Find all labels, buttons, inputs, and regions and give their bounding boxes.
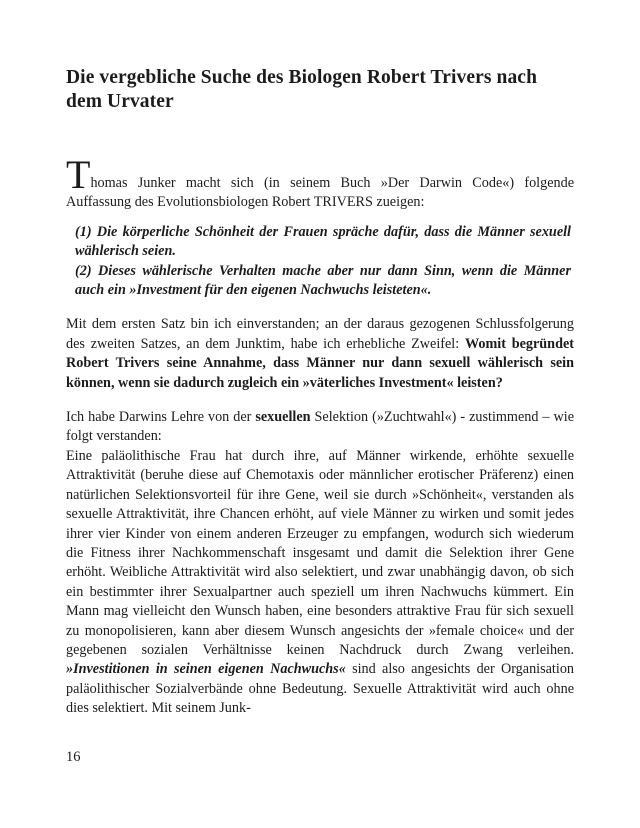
paragraph-2-text: Mit dem ersten Satz bin ich einverstanden; an der daraus gezogenen Schlussfolgerung des zweiten Satzes, an dem Junktim, habe ich erhebliche Zweifel: [66, 316, 574, 352]
paragraph-4-bolditalic: »Investitionen in seinen eigenen Nachwuchs« [66, 661, 346, 678]
page-body [66, 66, 574, 719]
page-number: 16 [66, 749, 81, 765]
paragraph-4-a: Eine paläolithische Frau hat durch ihre, auf Männer wirkende, erhöhte sexuelle Attraktivität (beruhe diese auf Chemotaxis oder männlicher erotischer Präferenz) einen natürlichen Selektionsvorteil für ihre Gene, weil sie durch »Schönheit«, verstanden als sexuelle Attraktivität, ihre Chancen erhöht, auf viele Männer zu wirken und somit jedes ihrer vier Kinder von einem anderen Erzeuger zu empfangen, wodurch sich wiederum die Fitness ihrer Nachkommenschaft insgesamt und damit die Selektion ihrer Gene erhöht. Weibliche Attraktivität wird also selektiert, und zwar unabhängig davon, ob sich ein bestimmter ihrer Sexualpartner auch speziell um ihren Nachwuchs kümmert. Ein Mann mag vielleicht den Wunsch haben, eine besonders attraktive Frau für sich sexuell zu monopolisieren, kann aber diesem Wunsch angesichts der »female choice« und der gegebenen sozialen Verhältnisse keinen Nachdruck durch Zwang verleihen. [66, 447, 574, 658]
quote-1: (1) Die körperliche Schönheit der Frauen spräche dafür, dass die Männer sexuell wählerisch seien. [75, 223, 571, 260]
paragraph-3-b: Selektion (»Zuchtwahl«) - zustimmend – wie folgt verstanden: [66, 409, 574, 445]
paragraph-4 [66, 447, 574, 719]
drop-cap: T [66, 152, 91, 197]
paragraph-2-bold: Womit begründet Robert Trivers seine Annahme, dass Männer nur dann sexuell wählerisch sein können, wenn sie dadurch zugleich ein »väterliches Investment« leisten? [66, 335, 574, 391]
intro-text: homas Junker macht sich (in seinem Buch »Der Darwin Code«) folgende Auffassung des Evolutionsbiologen Robert TRIVERS zueigen: [66, 175, 574, 211]
paragraph-4-b: sind also angesichts der Organisation paläolithischer Sozialverbände ohne Bedeutung. Sexuelle Attraktivität wird auch ohne dies selektiert. Mit seinem Junk- [66, 661, 575, 717]
title-line-1: Die vergebliche Suche des Biologen Robert Trivers nach [66, 67, 538, 88]
intro-paragraph [66, 152, 574, 213]
paragraph-3-a: Ich habe Darwins Lehre von der [66, 409, 256, 426]
paragraph-3-bold: sexuellen [255, 409, 311, 426]
page-title [66, 66, 574, 114]
quotation-block [75, 223, 571, 301]
title-line-2: dem Urvater [66, 91, 174, 112]
paragraph-2 [66, 315, 574, 393]
quote-2: (2) Dieses wählerische Verhalten mache aber nur dann Sinn, wenn die Männer auch ein »Investment für den eigenen Nachwuchs leisteten«. [75, 262, 571, 299]
paragraph-3 [66, 408, 574, 447]
